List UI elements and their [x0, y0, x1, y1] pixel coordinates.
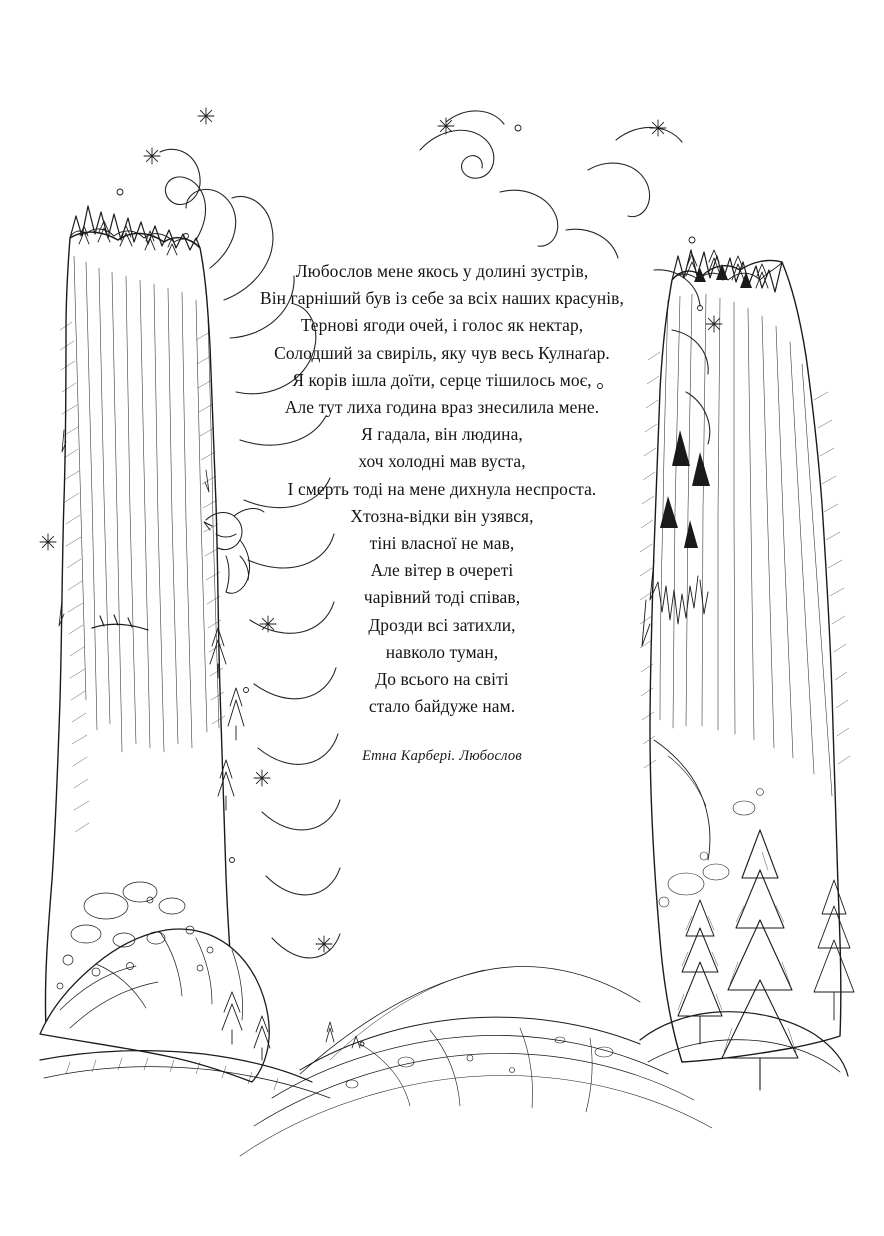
poem-line: І смерть тоді на мене дихнула неспроста. — [287, 478, 597, 499]
poem-line: Хтозна-відки він узявся, — [350, 505, 534, 526]
poem-line: Я корів ішла доїти, серце тішилось моє, — [292, 369, 592, 390]
poem-line: стало байдуже нам. — [368, 696, 516, 717]
poem-attribution: Етна Карбері. Любослов — [362, 748, 522, 765]
poem-line: навколо туман, — [385, 641, 499, 662]
poem-line: чарівний тоді співав, — [363, 587, 521, 608]
poem-line: Тернові ягоди очей, і голос як нектар, — [300, 315, 584, 336]
poem-line: Я гадала, він людина, — [361, 424, 523, 445]
poem-line: До всього на світі — [375, 669, 509, 690]
poem-line: Але вітер в очереті — [370, 560, 514, 581]
poem-line: хоч холодні мав вуста, — [358, 451, 526, 472]
poem-line: тіні власної не мав, — [369, 533, 515, 554]
poem-line: Дрозди всі затихли, — [368, 614, 516, 635]
poem-line: Любослов мене якось у долині зустрів, — [295, 261, 589, 281]
valley-floor-with-stream — [240, 967, 712, 1156]
poem-line: Солодший за свиріль, яку чув весь Кулнаґар. — [274, 342, 610, 363]
poem-line: Він гарніший був із себе за всіх наших красунів, — [260, 288, 624, 309]
poem-block — [182, 258, 702, 765]
poem-line: Але тут лиха година враз знесилила мене. — [284, 397, 600, 418]
